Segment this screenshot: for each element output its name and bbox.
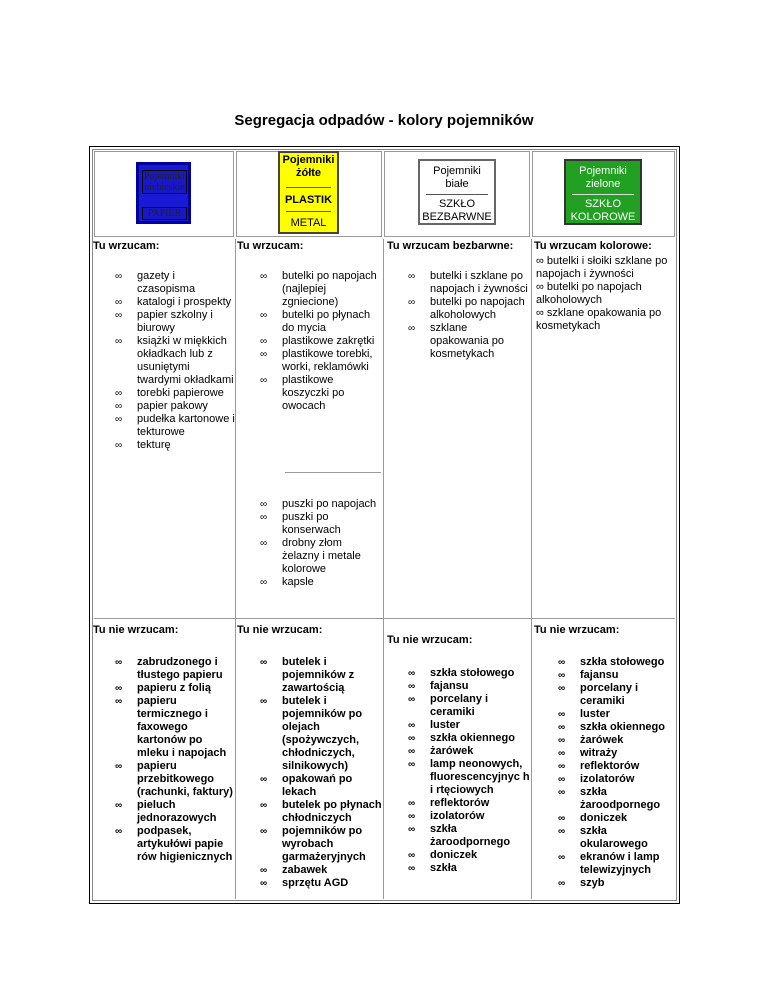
bullet-icon: ∞ [260, 375, 268, 386]
bullet-icon: ∞ [408, 798, 416, 809]
list-item-label: szyb [580, 877, 605, 889]
list-item [260, 309, 382, 335]
list-item [408, 758, 530, 797]
yellow-bin-name: Pojemniki żółte [282, 154, 335, 179]
accept-list-kolorowe [536, 255, 672, 333]
list-item-label: puszki po konserwach [282, 511, 341, 536]
list-item [558, 877, 674, 890]
list-item-label: zabrudzonego i tłustego papieru [137, 656, 223, 681]
accept-list-bezbarwne [408, 270, 528, 361]
list-item-label: izolatorów [430, 810, 485, 822]
list-item-label: żarówek [580, 734, 624, 746]
list-item [115, 682, 235, 695]
list-item [260, 348, 382, 374]
bullet-icon: ∞ [115, 310, 123, 321]
list-item-label: luster [430, 719, 460, 731]
bullet-icon: ∞ [408, 681, 416, 692]
bullet-icon: ∞ [408, 733, 416, 744]
list-item-label: butelki po płynach do mycia [282, 309, 371, 334]
list-item-label: książki w miękkich okładkach lub z usuniętymi twardymi okładkami [137, 335, 234, 386]
bullet-icon: ∞ [408, 720, 416, 731]
list-item [260, 695, 382, 773]
yellow-bin-separator [286, 211, 331, 212]
white-bin-separator [426, 194, 488, 195]
list-item [408, 693, 530, 719]
bullet-icon: ∞ [115, 683, 123, 694]
list-item-label: szkła okiennego [580, 721, 665, 733]
bullet-icon: ∞ [115, 657, 123, 668]
list-item [558, 721, 674, 734]
list-item-label: plastikowe torebki, worki, reklamówki [282, 348, 373, 373]
bullet-icon: ∞ [260, 538, 268, 549]
row-divider [94, 618, 675, 619]
bullet-icon: ∞ [558, 826, 566, 837]
reject-list-plastik [260, 656, 382, 890]
list-item [408, 797, 530, 810]
list-item [260, 537, 382, 576]
bullet-icon: ∞ [558, 852, 566, 863]
list-item [408, 745, 530, 758]
bullet-icon: ∞ [260, 696, 268, 707]
list-item-label: katalogi i prospekty [137, 296, 232, 308]
list-item-label: butelek i pojemników po olejach (spożywczych, chłodniczych, silnikowych) [282, 695, 363, 772]
list-item-label: doniczek [430, 849, 478, 861]
bullet-icon: ∞ [558, 748, 566, 759]
list-item [115, 799, 235, 825]
list-item [260, 825, 382, 864]
bullet-icon: ∞ [115, 761, 123, 772]
reject-heading-bezbarwne: Tu nie wrzucam: [387, 634, 473, 646]
list-item [115, 825, 235, 864]
list-item [260, 374, 382, 413]
list-item [260, 864, 382, 877]
bullet-icon: ∞ [260, 878, 268, 889]
bullet-icon: ∞ [115, 401, 123, 412]
list-item-label: opakowań po lekach [282, 773, 353, 798]
list-item-label: papier pakowy [137, 400, 208, 412]
bullet-icon: ∞ [408, 694, 416, 705]
bullet-icon: ∞ [558, 683, 566, 694]
list-item-label: lamp neonowych, fluorescencyjnyc h i rtęciowych [430, 758, 530, 796]
bullet-icon: ∞ [408, 323, 416, 334]
accept-heading-plastik: Tu wrzucam: [237, 240, 304, 252]
list-item [260, 877, 382, 890]
list-item [558, 708, 674, 721]
yellow-bin [278, 151, 339, 234]
list-item [408, 732, 530, 745]
list-item [408, 862, 530, 875]
accept-list-plastik [260, 270, 382, 413]
green-bin [564, 159, 642, 225]
accept-heading-bezbarwne: Tu wrzucam bezbarwne: [387, 240, 514, 252]
list-item [558, 812, 674, 825]
bullet-icon: ∞ [115, 388, 123, 399]
bullet-icon: ∞ [260, 512, 268, 523]
list-item [260, 656, 382, 695]
list-item [408, 849, 530, 862]
bullet-icon: ∞ [408, 850, 416, 861]
list-item-label: papieru z folią [137, 682, 211, 694]
list-item [558, 656, 674, 669]
list-item [260, 335, 382, 348]
bullet-icon: ∞ [115, 696, 123, 707]
list-item [115, 387, 235, 400]
list-item-label: papier szkolny i biurowy [137, 309, 213, 334]
list-item-label: szkła okiennego [430, 732, 515, 744]
list-item [260, 511, 382, 537]
list-item [115, 695, 235, 760]
list-item-label: fajansu [430, 680, 469, 692]
list-item-label: puszki po napojach [282, 498, 377, 510]
page-title: Segregacja odpadów - kolory pojemników [234, 112, 534, 129]
bullet-icon: ∞ [260, 657, 268, 668]
bullet-icon: ∞ [408, 746, 416, 757]
list-item-label: witraży [580, 747, 618, 759]
list-item [558, 851, 674, 877]
bullet-icon: ∞ [260, 271, 268, 282]
column-divider [235, 239, 236, 899]
reject-list-bezbarwne [408, 667, 530, 875]
list-item [115, 439, 235, 452]
bullet-icon: ∞ [558, 813, 566, 824]
list-item-label: butelek i pojemników z zawartością [282, 656, 355, 694]
list-item [408, 322, 528, 361]
bullet-icon: ∞ [558, 722, 566, 733]
list-item-label: plastikowe zakrętki [282, 335, 375, 347]
list-item-label: szkła żaroodpornego [430, 823, 511, 848]
list-item [558, 825, 674, 851]
list-item [558, 669, 674, 682]
list-item [115, 400, 235, 413]
list-item-label: sprzętu AGD [282, 877, 349, 889]
list-item-label: butelki i szklane po napojach i żywności [430, 270, 528, 295]
bullet-icon: ∞ [115, 826, 123, 837]
accept-list-metal [260, 498, 382, 589]
list-item [558, 773, 674, 786]
list-item-label: torebki papierowe [137, 387, 224, 399]
bullet-icon: ∞ [408, 863, 416, 874]
list-item: ∞ szklane opakowania po kosmetykach [536, 307, 662, 332]
yellow-bin-category-metal: METAL [290, 217, 327, 229]
list-item [115, 656, 235, 682]
list-item-label: doniczek [580, 812, 628, 824]
list-item [115, 270, 235, 296]
bullet-icon: ∞ [558, 787, 566, 798]
bullet-icon: ∞ [408, 759, 416, 770]
list-item [558, 760, 674, 773]
accept-list-papier [115, 270, 235, 452]
list-item-label: szkła okularowego [580, 825, 648, 850]
bullet-icon: ∞ [115, 440, 123, 451]
reject-heading-papier: Tu nie wrzucam: [93, 624, 179, 636]
list-item-label: kapsle [282, 576, 314, 588]
bullet-icon: ∞ [260, 310, 268, 321]
list-item-label: porcelany i ceramiki [580, 682, 639, 707]
green-bin-name: Pojemniki zielone [579, 165, 627, 190]
list-item [558, 682, 674, 708]
bullet-icon: ∞ [558, 735, 566, 746]
blue-bin [136, 162, 191, 224]
list-item-label: pieluch jednorazowych [137, 799, 217, 824]
column-divider [383, 239, 384, 899]
bullet-icon: ∞ [558, 657, 566, 668]
list-item [115, 760, 235, 799]
list-item-label: papieru przebitkowego (rachunki, faktury) [137, 760, 233, 798]
bullet-icon: ∞ [558, 761, 566, 772]
bullet-icon: ∞ [408, 297, 416, 308]
list-item-label: reflektorów [430, 797, 490, 809]
blue-bin-name: Pojemniki niebieskie [143, 171, 186, 193]
white-bin-category: SZKŁO BEZBARWNE [422, 198, 492, 223]
list-item-label: butelki po napojach (najlepiej zgniecione) [282, 270, 377, 308]
bullet-icon: ∞ [260, 865, 268, 876]
list-item-label: plastikowe koszyczki po owocach [282, 374, 345, 412]
list-item [115, 296, 235, 309]
yellow-bin-category-plastik: PLASTIK [284, 194, 333, 206]
list-item-label: porcelany i ceramiki [430, 693, 489, 718]
list-item [408, 667, 530, 680]
list-item-label: ekranów i lamp telewizyjnych [580, 851, 660, 876]
list-item [408, 810, 530, 823]
bullet-icon: ∞ [408, 811, 416, 822]
list-item-label: szklane opakowania po kosmetykach [430, 322, 505, 360]
green-bin-separator [572, 194, 634, 195]
reject-list-papier [115, 656, 235, 864]
bullet-icon: ∞ [260, 499, 268, 510]
bullet-icon: ∞ [260, 336, 268, 347]
list-item [558, 734, 674, 747]
list-item [115, 309, 235, 335]
white-bin-name: Pojemniki białe [433, 165, 481, 190]
list-item-label: butelki po napojach alkoholowych [430, 296, 525, 321]
reject-heading-kolorowe: Tu nie wrzucam: [534, 624, 620, 636]
list-item: ∞ butelki po napojach alkoholowych [536, 281, 642, 306]
bullet-icon: ∞ [115, 297, 123, 308]
list-item [408, 823, 530, 849]
list-item-label: szkła [430, 862, 457, 874]
bullet-icon: ∞ [115, 336, 123, 347]
accept-heading-kolorowe: Tu wrzucam kolorowe: [534, 240, 652, 252]
list-item [115, 335, 235, 387]
bullet-icon: ∞ [115, 271, 123, 282]
list-item-label: tekturę [137, 439, 171, 451]
column-divider [531, 239, 532, 899]
list-item: ∞ butelki i słoiki szklane po napojach i żywności [536, 255, 668, 280]
list-item-label: butelek po płynach chłodniczych [282, 799, 382, 824]
bullet-icon: ∞ [558, 878, 566, 889]
list-item-label: gazety i czasopisma [137, 270, 196, 295]
bullet-icon: ∞ [558, 670, 566, 681]
list-item-label: zabawek [282, 864, 328, 876]
list-item-label: fajansu [580, 669, 619, 681]
bullet-icon: ∞ [115, 414, 123, 425]
list-item [260, 576, 382, 589]
yellow-bin-separator [286, 187, 331, 188]
bullet-icon: ∞ [260, 774, 268, 785]
list-item [408, 680, 530, 693]
list-item [260, 799, 382, 825]
list-item-label: szkła stołowego [580, 656, 665, 668]
list-item-label: szkła stołowego [430, 667, 515, 679]
list-item [260, 773, 382, 799]
bullet-icon: ∞ [408, 824, 416, 835]
list-item [408, 270, 528, 296]
list-item [260, 498, 382, 511]
bullet-icon: ∞ [558, 709, 566, 720]
list-item [558, 747, 674, 760]
reject-list-kolorowe [558, 656, 674, 890]
list-item-label: pojemników po wyrobach garmażeryjnych [282, 825, 366, 863]
bullet-icon: ∞ [115, 800, 123, 811]
list-item [408, 719, 530, 732]
list-item-label: pudełka kartonowe i tekturowe [137, 413, 235, 438]
bullet-icon: ∞ [408, 668, 416, 679]
bullet-icon: ∞ [260, 349, 268, 360]
reject-heading-plastik: Tu nie wrzucam: [237, 624, 323, 636]
list-item [558, 786, 674, 812]
list-item [408, 296, 528, 322]
list-item-label: żarówek [430, 745, 474, 757]
list-item-label: podpasek, artykułówi papie rów higienicznych [137, 825, 233, 863]
bullet-icon: ∞ [558, 774, 566, 785]
list-item-label: drobny złom żelazny i metale kolorowe [282, 537, 361, 575]
bullet-icon: ∞ [260, 826, 268, 837]
list-item [260, 270, 382, 309]
white-bin [418, 159, 496, 225]
bullet-icon: ∞ [260, 800, 268, 811]
list-item-label: papieru termicznego i faxowego kartonów po mleku i napojach [137, 695, 227, 759]
list-item-label: szkła żaroodpornego [580, 786, 661, 811]
list-item [115, 413, 235, 439]
bullet-icon: ∞ [408, 271, 416, 282]
bullet-icon: ∞ [260, 577, 268, 588]
list-item-label: reflektorów [580, 760, 640, 772]
accept-heading-papier: Tu wrzucam: [93, 240, 160, 252]
list-item-label: luster [580, 708, 610, 720]
blue-bin-category: PAPIER [142, 207, 187, 220]
list-item-label: izolatorów [580, 773, 635, 785]
green-bin-category: SZKŁO KOLOROWE [570, 198, 636, 223]
plastic-metal-divider [285, 472, 381, 473]
